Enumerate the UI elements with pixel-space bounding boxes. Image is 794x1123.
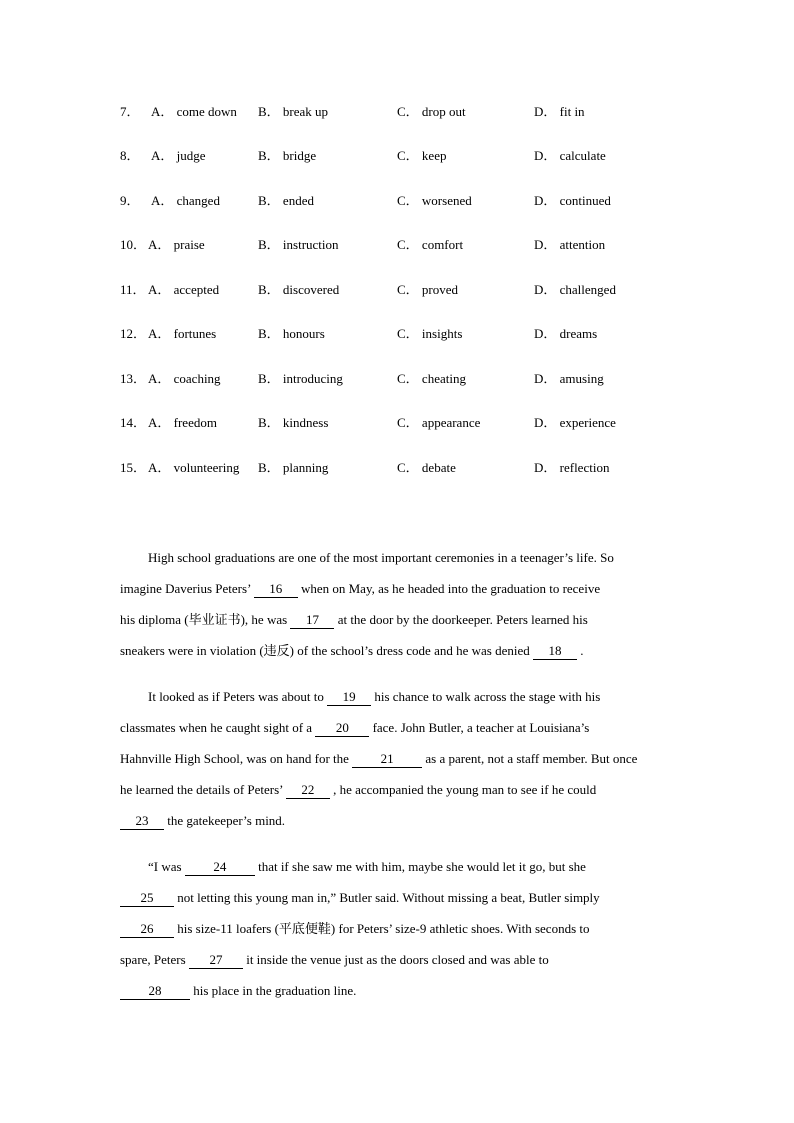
passage-text: it inside the venue just as the doors closed and was able to [242, 952, 549, 967]
blank-27[interactable]: 27 [189, 952, 243, 969]
option-a: A． changed [151, 193, 220, 208]
question-number: 15． [120, 460, 147, 475]
passage-line [120, 882, 680, 913]
option-b: B． honours [258, 326, 325, 341]
option-c: C． proved [397, 282, 459, 297]
question-number: 8． [120, 148, 140, 163]
option-d: D． calculate [534, 148, 606, 163]
question-row [120, 369, 680, 389]
blank-23[interactable]: 23 [120, 813, 164, 830]
passage-line [120, 604, 680, 635]
question-row [120, 280, 680, 300]
option-d: D． challenged [534, 282, 616, 297]
passage-line [120, 944, 680, 975]
passage-text: that if she saw me with him, maybe she would let it go, but she [254, 859, 586, 874]
option-b: B． ended [258, 193, 314, 208]
option-d: D． attention [534, 237, 606, 252]
blank-22[interactable]: 22 [286, 782, 330, 799]
passage-line [120, 851, 680, 882]
option-a: A． judge [151, 148, 206, 163]
blank-24[interactable]: 24 [185, 859, 255, 876]
blank-20[interactable]: 20 [315, 720, 369, 737]
question-number: 10． [120, 237, 147, 252]
option-c: C． worsened [397, 193, 472, 208]
passage-text: . [577, 643, 584, 658]
option-d: D． continued [534, 193, 611, 208]
passage-text: sneakers were in violation (违反) of the school’s dress code and he was denied [120, 643, 533, 658]
question-number: 12． [120, 326, 147, 341]
passage-text: when on May, as he headed into the graduation to receive [297, 581, 601, 596]
passage-line [120, 712, 680, 743]
passage-text: as a parent, not a staff member. But once [422, 751, 638, 766]
passage-line [120, 774, 680, 805]
blank-26[interactable]: 26 [120, 921, 174, 938]
option-b: B． break up [258, 104, 329, 119]
passage-line [120, 743, 680, 774]
question-row [120, 413, 680, 433]
option-a: A． volunteering [148, 460, 240, 475]
passage-line [120, 913, 680, 944]
passage-text: spare, Peters [120, 952, 189, 967]
question-number: 11． [120, 282, 146, 297]
option-a: A． come down [151, 104, 237, 119]
passage-text: his place in the graduation line. [190, 983, 357, 998]
passage-text: It looked as if Peters was about to [148, 689, 328, 704]
option-b: B． planning [258, 460, 329, 475]
blank-25[interactable]: 25 [120, 890, 174, 907]
blank-19[interactable]: 19 [327, 689, 371, 706]
option-a: A． coaching [148, 371, 221, 386]
option-d: D． dreams [534, 326, 598, 341]
option-a: A． freedom [148, 415, 217, 430]
passage-line [120, 681, 680, 712]
option-c: C． keep [397, 148, 447, 163]
option-d: D． reflection [534, 460, 610, 475]
blank-28[interactable]: 28 [120, 983, 190, 1000]
passage-text: “I was [148, 859, 185, 874]
passage-text: , he accompanied the young man to see if he could [329, 782, 597, 797]
passage-text: imagine Daverius Peters’ [120, 581, 254, 596]
option-c: C． comfort [397, 237, 464, 252]
option-d: D． amusing [534, 371, 604, 386]
question-number: 14． [120, 415, 147, 430]
passage-line [120, 542, 680, 573]
reading-passage [120, 542, 680, 1021]
question-row [120, 235, 680, 255]
passage-text: not letting this young man in,” Butler said. Without missing a beat, Butler simply [174, 890, 600, 905]
option-b: B． introducing [258, 371, 343, 386]
passage-text: his size-11 loafers (平底便鞋) for Peters’ size-9 athletic shoes. With seconds to [174, 921, 590, 936]
blank-17[interactable]: 17 [290, 612, 334, 629]
question-row [120, 191, 680, 211]
option-a: A． praise [148, 237, 205, 252]
option-c: C． debate [397, 460, 456, 475]
passage-text: High school graduations are one of the most important ceremonies in a teenager’s life. So [148, 550, 614, 565]
option-c: C． appearance [397, 415, 481, 430]
blank-16[interactable]: 16 [254, 581, 298, 598]
passage-line [120, 635, 680, 666]
question-number: 13． [120, 371, 147, 386]
paragraph-2 [120, 681, 680, 836]
option-b: B． instruction [258, 237, 339, 252]
question-row [120, 102, 680, 122]
passage-text: he learned the details of Peters’ [120, 782, 286, 797]
option-b: B． kindness [258, 415, 329, 430]
option-c: C． insights [397, 326, 463, 341]
passage-text: Hahnville High School, was on hand for the [120, 751, 353, 766]
option-b: B． discovered [258, 282, 340, 297]
question-row [120, 458, 680, 478]
passage-text: his diploma (毕业证书), he was [120, 612, 291, 627]
option-d: D． fit in [534, 104, 585, 119]
option-c: C． cheating [397, 371, 466, 386]
passage-text: at the door by the doorkeeper. Peters learned his [334, 612, 588, 627]
passage-text: the gatekeeper’s mind. [164, 813, 286, 828]
question-number: 9． [120, 193, 140, 208]
passage-line [120, 573, 680, 604]
paragraph-1 [120, 542, 680, 666]
passage-line [120, 805, 680, 836]
option-a: A． fortunes [148, 326, 217, 341]
passage-line [120, 975, 680, 1006]
option-d: D． experience [534, 415, 616, 430]
blank-18[interactable]: 18 [533, 643, 577, 660]
passage-text: face. John Butler, a teacher at Louisiana’s [369, 720, 590, 735]
passage-text: classmates when he caught sight of a [120, 720, 316, 735]
option-c: C． drop out [397, 104, 466, 119]
question-row [120, 324, 680, 344]
question-number: 7． [120, 104, 140, 119]
passage-text: his chance to walk across the stage with his [371, 689, 601, 704]
option-b: B． bridge [258, 148, 317, 163]
question-row [120, 146, 680, 166]
option-a: A． accepted [148, 282, 220, 297]
blank-21[interactable]: 21 [352, 751, 422, 768]
paragraph-3 [120, 851, 680, 1006]
